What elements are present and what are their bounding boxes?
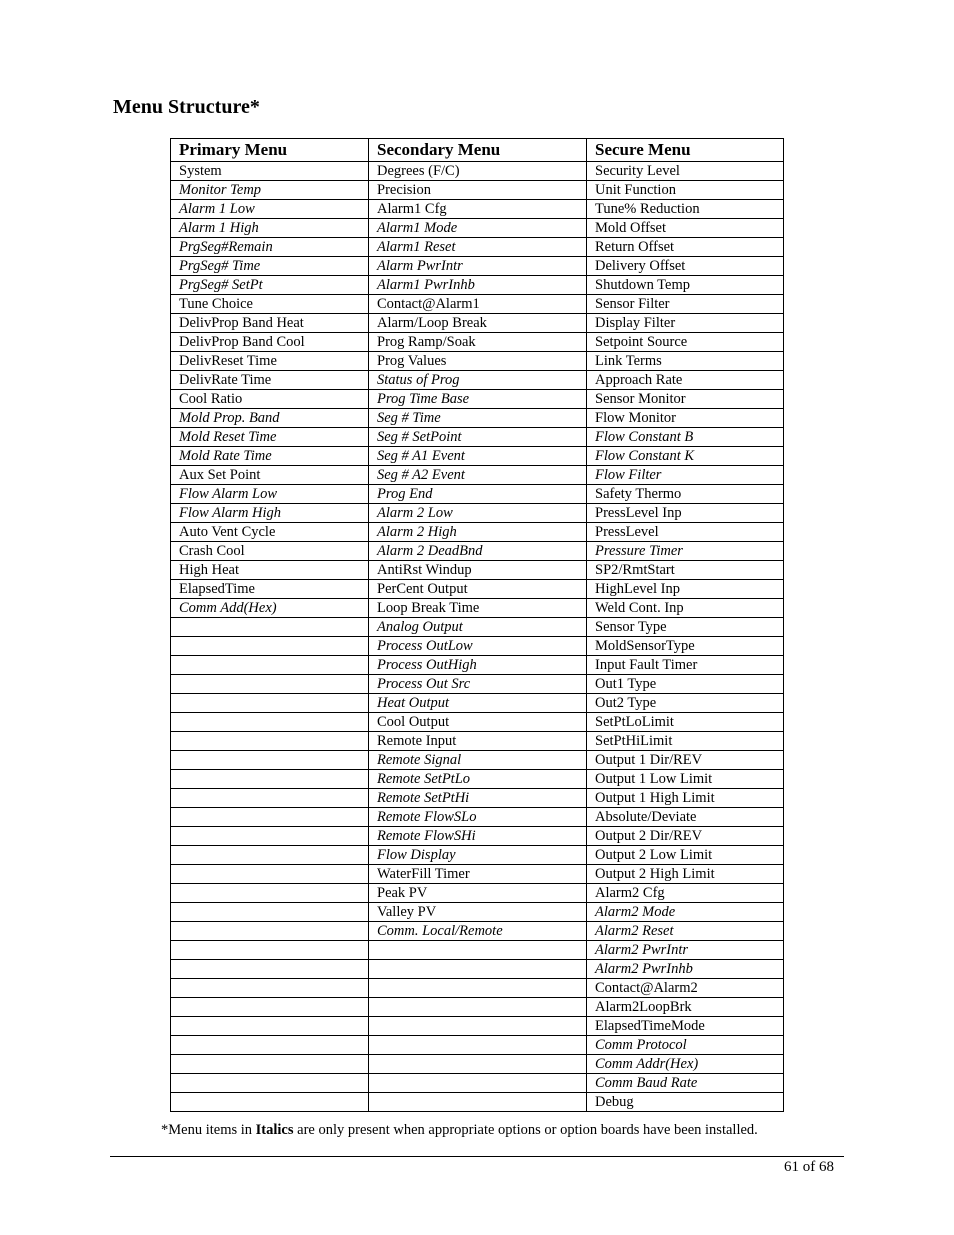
secure-menu-cell: HighLevel Inp — [587, 580, 784, 599]
secondary-menu-cell: Seg # Time — [369, 409, 587, 428]
secondary-menu-cell: Prog Values — [369, 352, 587, 371]
primary-menu-cell: Flow Alarm High — [171, 504, 369, 523]
secondary-menu-cell: Flow Display — [369, 846, 587, 865]
secure-menu-cell: PressLevel Inp — [587, 504, 784, 523]
secondary-menu-cell: Remote Signal — [369, 751, 587, 770]
secondary-menu-cell: Alarm1 Reset — [369, 238, 587, 257]
secure-menu-cell: MoldSensorType — [587, 637, 784, 656]
table-row — [171, 922, 784, 941]
primary-menu-cell: System — [171, 162, 369, 181]
secondary-menu-cell: Loop Break Time — [369, 599, 587, 618]
secure-menu-cell: Safety Thermo — [587, 485, 784, 504]
primary-menu-cell — [171, 827, 369, 846]
table-row — [171, 276, 784, 295]
secure-menu-cell: Contact@Alarm2 — [587, 979, 784, 998]
secure-menu-cell: Flow Monitor — [587, 409, 784, 428]
secure-menu-cell: Approach Rate — [587, 371, 784, 390]
secure-menu-cell: Setpoint Source — [587, 333, 784, 352]
secondary-menu-cell: PerCent Output — [369, 580, 587, 599]
secure-menu-cell: Output 2 Low Limit — [587, 846, 784, 865]
header-secondary-menu: Secondary Menu — [369, 139, 587, 162]
secondary-menu-cell: Process Out Src — [369, 675, 587, 694]
secure-menu-cell: ElapsedTimeMode — [587, 1017, 784, 1036]
table-row — [171, 504, 784, 523]
primary-menu-cell — [171, 1036, 369, 1055]
secondary-menu-cell: Alarm PwrIntr — [369, 257, 587, 276]
secure-menu-cell: Alarm2 PwrIntr — [587, 941, 784, 960]
page-title: Menu Structure* — [113, 96, 260, 118]
primary-menu-cell: Monitor Temp — [171, 181, 369, 200]
table-row — [171, 162, 784, 181]
secondary-menu-cell: Precision — [369, 181, 587, 200]
table-row — [171, 447, 784, 466]
secondary-menu-cell — [369, 1017, 587, 1036]
secondary-menu-cell: Remote SetPtLo — [369, 770, 587, 789]
primary-menu-cell — [171, 922, 369, 941]
primary-menu-cell: Flow Alarm Low — [171, 485, 369, 504]
footnote-text-before: *Menu items in — [161, 1122, 256, 1138]
secure-menu-cell: Sensor Type — [587, 618, 784, 637]
secondary-menu-cell: Cool Output — [369, 713, 587, 732]
primary-menu-cell — [171, 1074, 369, 1093]
secondary-menu-cell — [369, 998, 587, 1017]
secondary-menu-cell: AntiRst Windup — [369, 561, 587, 580]
primary-menu-cell: Tune Choice — [171, 295, 369, 314]
table-row — [171, 827, 784, 846]
primary-menu-cell — [171, 884, 369, 903]
secure-menu-cell: Out2 Type — [587, 694, 784, 713]
table-row — [171, 523, 784, 542]
secondary-menu-cell: Remote FlowSLo — [369, 808, 587, 827]
table-row — [171, 428, 784, 447]
table-row — [171, 675, 784, 694]
primary-menu-cell: DelivReset Time — [171, 352, 369, 371]
secure-menu-cell: Alarm2 Mode — [587, 903, 784, 922]
footnote — [161, 1122, 758, 1139]
primary-menu-cell: PrgSeg# Time — [171, 257, 369, 276]
secure-menu-cell: Comm Addr(Hex) — [587, 1055, 784, 1074]
secure-menu-cell: PressLevel — [587, 523, 784, 542]
primary-menu-cell — [171, 656, 369, 675]
primary-menu-cell: Aux Set Point — [171, 466, 369, 485]
footnote-emphasis: Italics — [255, 1122, 294, 1138]
secure-menu-cell: Tune% Reduction — [587, 200, 784, 219]
secondary-menu-cell: Alarm 2 Low — [369, 504, 587, 523]
primary-menu-cell: ElapsedTime — [171, 580, 369, 599]
table-row — [171, 409, 784, 428]
primary-menu-cell — [171, 979, 369, 998]
secondary-menu-cell: Degrees (F/C) — [369, 162, 587, 181]
table-row — [171, 599, 784, 618]
secondary-menu-cell: Seg # A2 Event — [369, 466, 587, 485]
secure-menu-cell: SetPtHiLimit — [587, 732, 784, 751]
secure-menu-cell: Pressure Timer — [587, 542, 784, 561]
table-body — [171, 162, 784, 1112]
primary-menu-cell — [171, 1017, 369, 1036]
secondary-menu-cell: Remote Input — [369, 732, 587, 751]
primary-menu-cell: Crash Cool — [171, 542, 369, 561]
table-row — [171, 846, 784, 865]
secure-menu-cell: Alarm2 Reset — [587, 922, 784, 941]
secondary-menu-cell — [369, 1074, 587, 1093]
secure-menu-cell: Shutdown Temp — [587, 276, 784, 295]
primary-menu-cell: Cool Ratio — [171, 390, 369, 409]
primary-menu-cell: DelivProp Band Heat — [171, 314, 369, 333]
secure-menu-cell: Delivery Offset — [587, 257, 784, 276]
secure-menu-cell: Absolute/Deviate — [587, 808, 784, 827]
table-row — [171, 732, 784, 751]
secondary-menu-cell: Alarm1 Cfg — [369, 200, 587, 219]
primary-menu-cell: High Heat — [171, 561, 369, 580]
secure-menu-cell: Debug — [587, 1093, 784, 1112]
secondary-menu-cell: Prog Time Base — [369, 390, 587, 409]
table-row — [171, 789, 784, 808]
table-row — [171, 941, 784, 960]
secondary-menu-cell: Remote FlowSHi — [369, 827, 587, 846]
secure-menu-cell: Unit Function — [587, 181, 784, 200]
secondary-menu-cell — [369, 1093, 587, 1112]
primary-menu-cell — [171, 637, 369, 656]
secure-menu-cell: Alarm2LoopBrk — [587, 998, 784, 1017]
secondary-menu-cell: Process OutLow — [369, 637, 587, 656]
table-row — [171, 656, 784, 675]
secure-menu-cell: Weld Cont. Inp — [587, 599, 784, 618]
table-row — [171, 808, 784, 827]
secondary-menu-cell: Alarm/Loop Break — [369, 314, 587, 333]
secondary-menu-cell — [369, 979, 587, 998]
secondary-menu-cell — [369, 1036, 587, 1055]
secondary-menu-cell: Prog Ramp/Soak — [369, 333, 587, 352]
primary-menu-cell — [171, 903, 369, 922]
secure-menu-cell: Sensor Filter — [587, 295, 784, 314]
secure-menu-cell: Display Filter — [587, 314, 784, 333]
primary-menu-cell: DelivRate Time — [171, 371, 369, 390]
primary-menu-cell: Auto Vent Cycle — [171, 523, 369, 542]
secondary-menu-cell: Valley PV — [369, 903, 587, 922]
primary-menu-cell: PrgSeg# SetPt — [171, 276, 369, 295]
primary-menu-cell — [171, 694, 369, 713]
table-row — [171, 618, 784, 637]
table-row — [171, 390, 784, 409]
primary-menu-cell: Comm Add(Hex) — [171, 599, 369, 618]
table-row — [171, 751, 784, 770]
primary-menu-cell — [171, 713, 369, 732]
secure-menu-cell: Out1 Type — [587, 675, 784, 694]
primary-menu-cell — [171, 751, 369, 770]
table-row — [171, 1036, 784, 1055]
secondary-menu-cell: Alarm 2 DeadBnd — [369, 542, 587, 561]
table-row — [171, 485, 784, 504]
secondary-menu-cell: Analog Output — [369, 618, 587, 637]
secondary-menu-cell: Remote SetPtHi — [369, 789, 587, 808]
header-primary-menu: Primary Menu — [171, 139, 369, 162]
table-row — [171, 998, 784, 1017]
table-row — [171, 580, 784, 599]
primary-menu-cell — [171, 789, 369, 808]
primary-menu-cell — [171, 770, 369, 789]
secure-menu-cell: Return Offset — [587, 238, 784, 257]
primary-menu-cell — [171, 732, 369, 751]
primary-menu-cell: Mold Reset Time — [171, 428, 369, 447]
secure-menu-cell: Mold Offset — [587, 219, 784, 238]
page-number: 61 of 68 — [784, 1159, 834, 1175]
primary-menu-cell — [171, 941, 369, 960]
secondary-menu-cell: Status of Prog — [369, 371, 587, 390]
primary-menu-cell — [171, 865, 369, 884]
secondary-menu-cell: WaterFill Timer — [369, 865, 587, 884]
secondary-menu-cell: Alarm1 PwrInhb — [369, 276, 587, 295]
table-row — [171, 884, 784, 903]
table-row — [171, 219, 784, 238]
secure-menu-cell: Input Fault Timer — [587, 656, 784, 675]
primary-menu-cell: Alarm 1 Low — [171, 200, 369, 219]
primary-menu-cell: Mold Prop. Band — [171, 409, 369, 428]
table-row — [171, 561, 784, 580]
table-row — [171, 979, 784, 998]
table-row — [171, 1017, 784, 1036]
secure-menu-cell: Output 1 High Limit — [587, 789, 784, 808]
secondary-menu-cell — [369, 1055, 587, 1074]
table-row — [171, 713, 784, 732]
primary-menu-cell — [171, 808, 369, 827]
secure-menu-cell: Comm Protocol — [587, 1036, 784, 1055]
table-row — [171, 295, 784, 314]
secure-menu-cell: Alarm2 Cfg — [587, 884, 784, 903]
secondary-menu-cell: Process OutHigh — [369, 656, 587, 675]
secure-menu-cell: SetPtLoLimit — [587, 713, 784, 732]
table-row — [171, 770, 784, 789]
table-row — [171, 1074, 784, 1093]
primary-menu-cell — [171, 998, 369, 1017]
secure-menu-cell: Output 2 High Limit — [587, 865, 784, 884]
secure-menu-cell: Output 1 Dir/REV — [587, 751, 784, 770]
table-row — [171, 1093, 784, 1112]
footer-divider — [110, 1156, 844, 1157]
secondary-menu-cell: Prog End — [369, 485, 587, 504]
secure-menu-cell: Comm Baud Rate — [587, 1074, 784, 1093]
secondary-menu-cell: Seg # A1 Event — [369, 447, 587, 466]
secure-menu-cell: Flow Filter — [587, 466, 784, 485]
table-row — [171, 238, 784, 257]
table-row — [171, 181, 784, 200]
primary-menu-cell — [171, 846, 369, 865]
secure-menu-cell: Flow Constant B — [587, 428, 784, 447]
table-row — [171, 314, 784, 333]
secondary-menu-cell: Peak PV — [369, 884, 587, 903]
table-header-row — [171, 139, 784, 162]
secure-menu-cell: SP2/RmtStart — [587, 561, 784, 580]
table-row — [171, 257, 784, 276]
secure-menu-cell: Sensor Monitor — [587, 390, 784, 409]
secondary-menu-cell: Alarm1 Mode — [369, 219, 587, 238]
table-row — [171, 903, 784, 922]
table-row — [171, 333, 784, 352]
primary-menu-cell — [171, 675, 369, 694]
secondary-menu-cell — [369, 941, 587, 960]
secondary-menu-cell: Comm. Local/Remote — [369, 922, 587, 941]
secure-menu-cell: Output 2 Dir/REV — [587, 827, 784, 846]
table-row — [171, 637, 784, 656]
secondary-menu-cell: Seg # SetPoint — [369, 428, 587, 447]
table-row — [171, 960, 784, 979]
primary-menu-cell: Alarm 1 High — [171, 219, 369, 238]
secure-menu-cell: Security Level — [587, 162, 784, 181]
primary-menu-cell: DelivProp Band Cool — [171, 333, 369, 352]
primary-menu-cell: PrgSeg#Remain — [171, 238, 369, 257]
primary-menu-cell — [171, 1093, 369, 1112]
secure-menu-cell: Alarm2 PwrInhb — [587, 960, 784, 979]
primary-menu-cell — [171, 1055, 369, 1074]
table-row — [171, 371, 784, 390]
secondary-menu-cell: Alarm 2 High — [369, 523, 587, 542]
table-row — [171, 1055, 784, 1074]
table-row — [171, 865, 784, 884]
secondary-menu-cell: Contact@Alarm1 — [369, 295, 587, 314]
table-row — [171, 694, 784, 713]
secondary-menu-cell — [369, 960, 587, 979]
menu-structure-table — [170, 138, 784, 1112]
header-secure-menu: Secure Menu — [587, 139, 784, 162]
primary-menu-cell — [171, 960, 369, 979]
table-row — [171, 466, 784, 485]
secure-menu-cell: Flow Constant K — [587, 447, 784, 466]
secure-menu-cell: Output 1 Low Limit — [587, 770, 784, 789]
table-row — [171, 352, 784, 371]
secondary-menu-cell: Heat Output — [369, 694, 587, 713]
table-row — [171, 200, 784, 219]
primary-menu-cell — [171, 618, 369, 637]
secure-menu-cell: Link Terms — [587, 352, 784, 371]
table-row — [171, 542, 784, 561]
footnote-text-after: are only present when appropriate options or option boards have been installed. — [293, 1122, 758, 1138]
primary-menu-cell: Mold Rate Time — [171, 447, 369, 466]
